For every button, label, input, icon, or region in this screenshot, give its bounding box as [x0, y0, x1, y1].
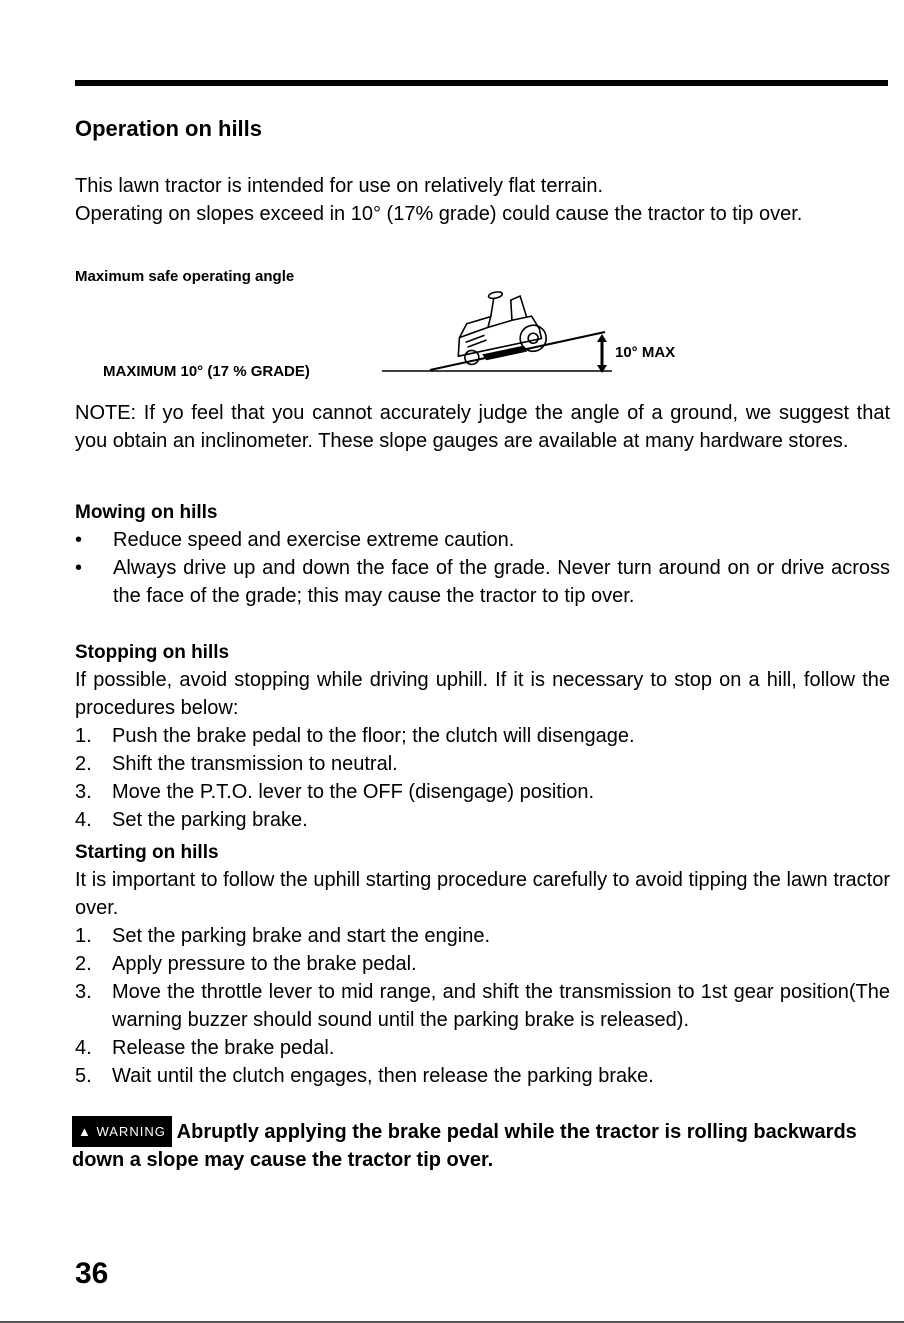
header-rule — [75, 80, 888, 86]
angle-arrow-head-up — [597, 334, 607, 342]
list-item: 3. Move the throttle lever to mid range, and shift the transmission to 1st gear position(The warning buzzer should sound until the parking brake is released). — [75, 981, 890, 1031]
list-item: 5. Wait until the clutch engages, then release the parking brake. — [75, 1065, 654, 1087]
page-number: 36 — [75, 1257, 109, 1290]
figure-left-label: MAXIMUM 10° (17 % GRADE) — [103, 363, 310, 380]
mowing-heading: Mowing on hills — [75, 502, 218, 523]
mowing-section — [75, 500, 890, 610]
warning-block — [72, 1116, 890, 1174]
slope-diagram — [380, 280, 620, 380]
tractor-icon — [447, 284, 549, 367]
starting-section — [75, 840, 890, 1090]
list-item: 4. Set the parking brake. — [75, 809, 308, 831]
note-paragraph: NOTE: If yo feel that you cannot accurately judge the angle of a ground, we suggest that you obtain an inclinometer. These slope gauges are available at many hardware stores. — [75, 402, 890, 452]
bullet-marker: • — [75, 529, 83, 551]
list-item: 1. Set the parking brake and start the engine. — [75, 925, 491, 947]
angle-arrow-head-down — [597, 365, 607, 373]
stopping-section — [75, 640, 890, 834]
list-item: 3. Move the P.T.O. lever to the OFF (disengage) position. — [75, 781, 595, 803]
stopping-intro: If possible, avoid stopping while driving uphill. If it is necessary to stop on a hill, follow the procedures below: — [75, 669, 890, 719]
intro-line-2: Operating on slopes exceed in 10° (17% grade) could cause the tractor to tip over. — [75, 203, 803, 225]
stopping-heading: Stopping on hills — [75, 642, 230, 663]
intro-line-1: This lawn tractor is intended for use on relatively flat terrain. — [75, 175, 604, 197]
list-item: 2. Apply pressure to the brake pedal. — [75, 953, 417, 975]
intro-paragraph — [75, 172, 890, 228]
starting-intro: It is important to follow the uphill starting procedure carefully to avoid tipping the lawn tractor over. — [75, 869, 890, 919]
list-item: 1. Push the brake pedal to the floor; the clutch will disengage. — [75, 725, 635, 747]
warning-text: Abruptly applying the brake pedal while the tractor is rolling backwards down a slope may cause the tractor tip over. — [72, 1121, 857, 1171]
list-item: 2. Shift the transmission to neutral. — [75, 753, 398, 775]
page-title: Operation on hills — [75, 116, 263, 141]
list-item: • Always drive up and down the face of the grade. Never turn around on or drive across the face of the grade; this may cause the tractor to tip over. — [75, 554, 890, 610]
list-item: • Reduce speed and exercise extreme caution. — [75, 526, 890, 554]
figure-right-label: 10° MAX — [615, 344, 676, 361]
starting-heading: Starting on hills — [75, 842, 219, 863]
warning-badge: ▲ WARNING — [72, 1116, 172, 1147]
figure-caption: Maximum safe operating angle — [75, 268, 295, 285]
list-item: 4. Release the brake pedal. — [75, 1037, 335, 1059]
bullet-marker: • — [75, 557, 83, 579]
